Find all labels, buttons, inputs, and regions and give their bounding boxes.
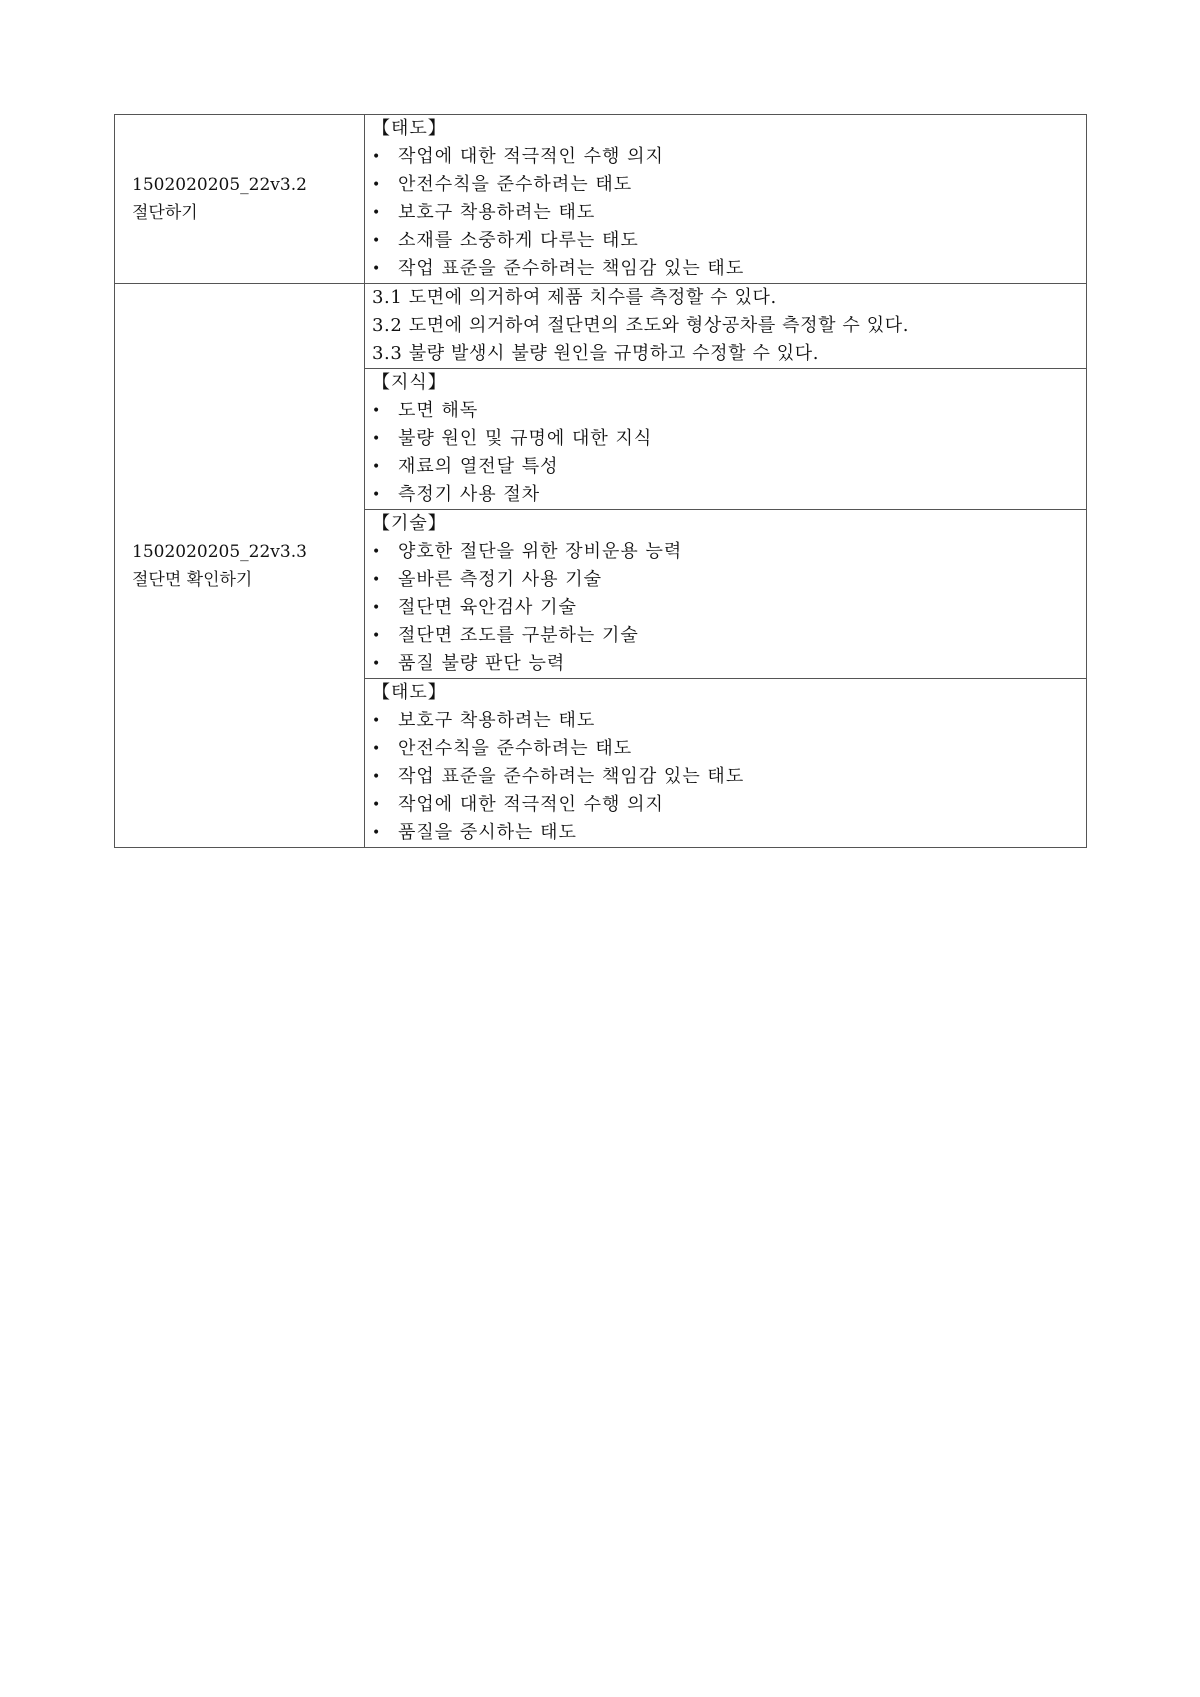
table-row	[115, 115, 1087, 284]
attitude-heading: 【태도】	[372, 118, 447, 139]
list-item	[372, 143, 1086, 171]
bullet-icon: •	[372, 572, 382, 588]
list-item	[372, 227, 1086, 255]
list-item-text: 올바른 측정기 사용 기술	[398, 569, 603, 590]
list-item	[372, 340, 1086, 368]
bullet-icon: •	[372, 600, 382, 616]
list-item	[372, 312, 1086, 340]
list-item	[372, 538, 1086, 566]
list-item	[372, 255, 1086, 283]
skill-heading: 【기술】	[372, 513, 447, 534]
bullet-icon: •	[372, 459, 382, 475]
bullet-icon: •	[372, 487, 382, 503]
bullet-icon: •	[372, 205, 382, 221]
bullet-icon: •	[372, 403, 382, 419]
list-item-text: 소재를 소중하게 다루는 태도	[398, 230, 639, 251]
unit-cell	[115, 115, 365, 284]
knowledge-list	[372, 397, 1086, 509]
bullet-icon: •	[372, 713, 382, 729]
table-row	[115, 284, 1087, 369]
bullet-icon: •	[372, 628, 382, 644]
bullet-icon: •	[372, 769, 382, 785]
list-item-text: 도면 해독	[398, 400, 479, 421]
bullet-icon: •	[372, 544, 382, 560]
unit-name: 절단면 확인하기	[132, 569, 253, 590]
list-item	[372, 284, 1086, 312]
list-item-text: 품질 불량 판단 능력	[398, 653, 566, 674]
list-item-text: 작업에 대한 적극적인 수행 의지	[398, 146, 664, 167]
list-item	[372, 199, 1086, 227]
list-item-text: 작업 표준을 준수하려는 책임감 있는 태도	[398, 766, 745, 787]
bullet-icon: •	[372, 261, 382, 277]
skill-list	[372, 538, 1086, 678]
list-item-text: 양호한 절단을 위한 장비운용 능력	[398, 541, 683, 562]
list-item-text: 품질을 중시하는 태도	[398, 822, 577, 843]
list-item-text: 보호구 착용하려는 태도	[398, 710, 596, 731]
bullet-icon: •	[372, 656, 382, 672]
attitude-list	[372, 707, 1086, 847]
bullet-icon: •	[372, 233, 382, 249]
criteria-cell	[365, 284, 1087, 369]
list-item-text: 안전수칙을 준수하려는 태도	[398, 174, 633, 195]
knowledge-heading: 【지식】	[372, 372, 447, 393]
bullet-icon: •	[372, 177, 382, 193]
bullet-icon: •	[372, 431, 382, 447]
knowledge-cell	[365, 369, 1087, 510]
list-item-text: 작업에 대한 적극적인 수행 의지	[398, 794, 664, 815]
attitude-cell	[365, 679, 1087, 848]
bullet-icon: •	[372, 149, 382, 165]
skill-cell	[365, 510, 1087, 679]
list-item-text: 불량 원인 및 규명에 대한 지식	[398, 428, 653, 449]
attitude-cell	[365, 115, 1087, 284]
list-item	[372, 735, 1086, 763]
list-item-text: 3.2 도면에 의거하여 절단면의 조도와 형상공차를 측정할 수 있다.	[372, 315, 910, 336]
list-item-text: 절단면 조도를 구분하는 기술	[398, 625, 639, 646]
criteria-list	[372, 284, 1086, 368]
list-item	[372, 425, 1086, 453]
unit-name: 절단하기	[132, 203, 198, 223]
list-item	[372, 453, 1086, 481]
unit-cell	[115, 284, 365, 848]
list-item	[372, 707, 1086, 735]
list-item-text: 작업 표준을 준수하려는 책임감 있는 태도	[398, 258, 745, 279]
bullet-icon: •	[372, 741, 382, 757]
attitude-list	[372, 143, 1086, 283]
list-item-text: 안전수칙을 준수하려는 태도	[398, 738, 633, 759]
list-item	[372, 791, 1086, 819]
unit-code: 1502020205_22v3.2	[132, 175, 307, 195]
list-item	[372, 481, 1086, 509]
list-item	[372, 763, 1086, 791]
list-item-text: 측정기 사용 절차	[398, 484, 541, 505]
bullet-icon: •	[372, 825, 382, 841]
list-item	[372, 650, 1086, 678]
attitude-heading: 【태도】	[372, 682, 447, 703]
list-item-text: 보호구 착용하려는 태도	[398, 202, 596, 223]
list-item	[372, 397, 1086, 425]
list-item-text: 3.3 불량 발생시 불량 원인을 규명하고 수정할 수 있다.	[372, 343, 820, 364]
bullet-icon: •	[372, 797, 382, 813]
list-item-text: 재료의 열전달 특성	[398, 456, 559, 477]
list-item	[372, 171, 1086, 199]
list-item	[372, 819, 1086, 847]
list-item-text: 3.1 도면에 의거하여 제품 치수를 측정할 수 있다.	[372, 287, 777, 308]
unit-code: 1502020205_22v3.3	[132, 541, 307, 562]
list-item	[372, 622, 1086, 650]
list-item	[372, 566, 1086, 594]
list-item-text: 절단면 육안검사 기술	[398, 597, 577, 618]
competency-table	[114, 114, 1087, 848]
list-item	[372, 594, 1086, 622]
